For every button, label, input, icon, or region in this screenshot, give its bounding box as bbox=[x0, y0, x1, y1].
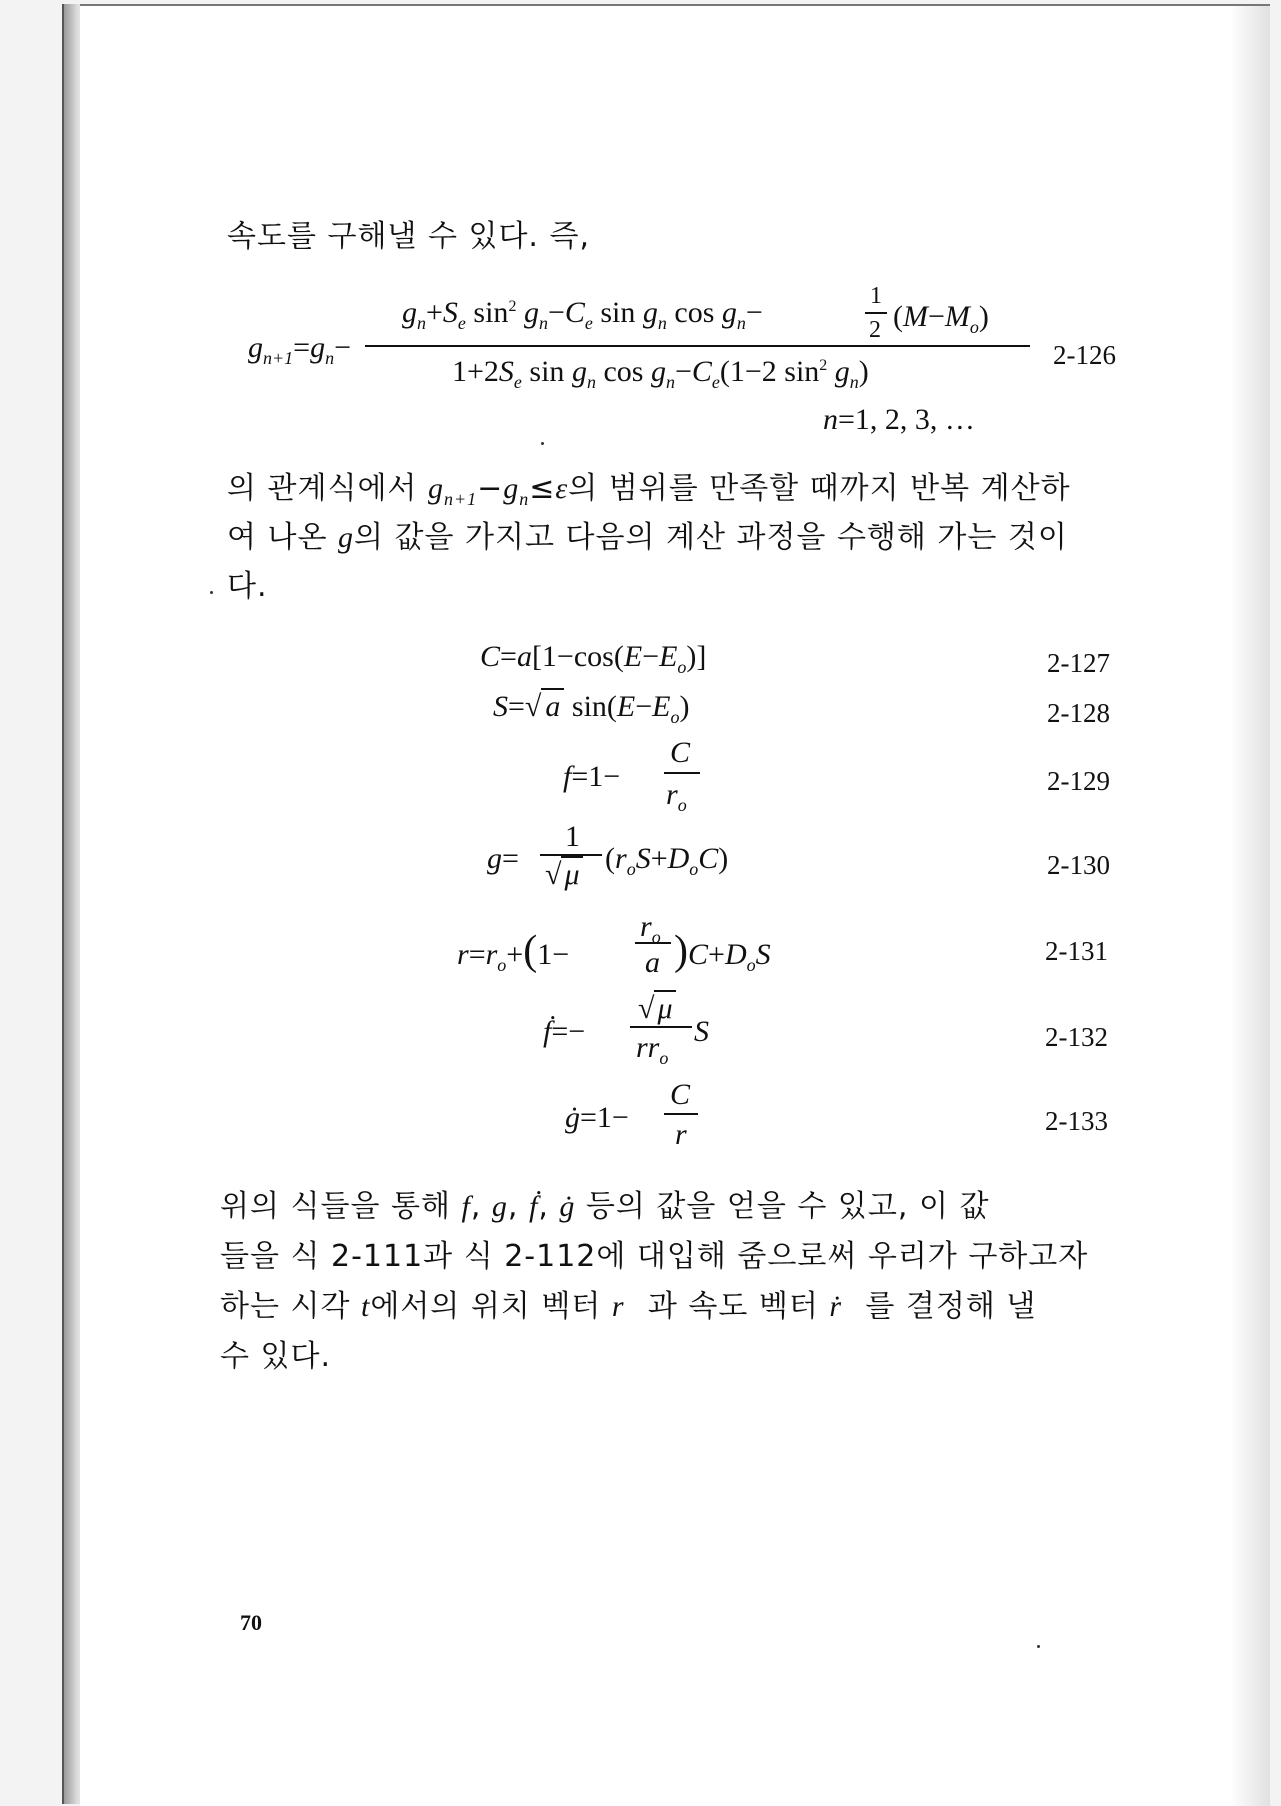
eq-2-130-number: 2-130 bbox=[1047, 850, 1110, 880]
scan-speck bbox=[541, 442, 544, 445]
paragraph1-line3: 다. bbox=[227, 569, 268, 604]
eq-2-129-lhs: f=1− bbox=[563, 760, 621, 793]
eq-2-126-half-den: 2 bbox=[869, 317, 881, 343]
eq-2-126-main-line bbox=[365, 345, 1030, 347]
eq-2-131-lhs: $r=r_o+(1-$ bbox=[457, 928, 570, 975]
eq-2-131-line bbox=[635, 942, 671, 944]
page-shading bbox=[1230, 6, 1270, 1806]
eq-2-132-num: √ μ bbox=[638, 994, 676, 1024]
eq-2-129-den: $r_o$ bbox=[666, 778, 687, 815]
intro-line: 속도를 구해낼 수 있다. 즉, bbox=[227, 219, 591, 254]
page-number: 70 bbox=[240, 1610, 262, 1635]
eq-2-126-half-num: 1 bbox=[870, 283, 882, 309]
eq-2-126-numerator: $g_n+S_e$ $\sin^2 g_n-C_e$ $\sin g_n$ $\cos g_n-$ bbox=[402, 296, 763, 333]
book-page bbox=[80, 4, 1270, 1806]
eq-2-126-lhs: $g_{n+1}=g_n-$ bbox=[248, 331, 351, 368]
paragraph2-line4: 수 있다. bbox=[220, 1339, 332, 1374]
eq-2-127-number: 2-127 bbox=[1047, 648, 1110, 678]
eq-2-132-number: 2-132 bbox=[1045, 1022, 1108, 1052]
eq-2-131-rhs: )$C+D_oS$ bbox=[674, 928, 771, 975]
eq-2-130-den: √ μ bbox=[545, 860, 583, 890]
paragraph2-line1: 위의 식들을 통해 f, g, ḟ, ġ 등의 값을 얻을 수 있고, 이 값 bbox=[220, 1189, 990, 1224]
paragraph2-line3: 하는 시각 t에서의 위치 벡터 r⃗과 속도 벡터 ṙ⃗를 결정해 낼 bbox=[220, 1289, 1037, 1324]
eq-2-126-condition: n=1, 2, 3, … bbox=[823, 403, 975, 436]
eq-2-126-number: 2-126 bbox=[1053, 340, 1116, 370]
eq-2-132-rhs: S bbox=[694, 1015, 709, 1048]
eq-2-132-lhs: ḟ=− bbox=[543, 1015, 586, 1048]
eq-2-133-line bbox=[664, 1113, 698, 1115]
eq-2-129-number: 2-129 bbox=[1047, 766, 1110, 796]
eq-2-130-rhs: $(r_oS+D_oC)$ bbox=[605, 842, 729, 879]
eq-2-133-num: C bbox=[670, 1078, 691, 1111]
eq-2-133-den: r bbox=[675, 1118, 687, 1151]
eq-2-131-number: 2-131 bbox=[1045, 936, 1108, 966]
eq-2-132-line bbox=[630, 1026, 692, 1028]
paragraph1-line2: 여 나온 g의 값을 가지고 다음의 계산 과정을 수행해 가는 것이 bbox=[227, 520, 1068, 555]
eq-2-133-lhs: ġ=1− bbox=[565, 1101, 629, 1134]
eq-2-130-num: 1 bbox=[565, 820, 580, 853]
equation-2-128: S=√ a $\sin(E-E_o)$ bbox=[493, 690, 690, 727]
scan-speck bbox=[1037, 1645, 1040, 1648]
eq-2-129-num: C bbox=[670, 736, 691, 769]
eq-2-132-den: $rr_o$ bbox=[636, 1031, 669, 1068]
eq-2-129-line bbox=[664, 772, 700, 774]
eq-2-126-m-term: $(M-M_o)$ bbox=[893, 300, 989, 337]
eq-2-126-denominator: $1+2S_e$ $\sin g_n$ $\cos g_n-C_e(1-2$ $\sin^2 g_n$) bbox=[452, 355, 869, 392]
paragraph2-line2: 들을 식 2-111과 식 2-112에 대입해 줌으로써 우리가 구하고자 bbox=[220, 1239, 1089, 1274]
eq-2-126-half-line bbox=[865, 312, 887, 314]
equation-2-127: $C=a[1-\cos(E-E_o)]$ bbox=[480, 640, 707, 677]
eq-2-133-number: 2-133 bbox=[1045, 1106, 1108, 1136]
eq-2-128-number: 2-128 bbox=[1047, 698, 1110, 728]
eq-2-131-den: a bbox=[645, 946, 660, 979]
paragraph1-line1: 의 관계식에서 $g_{n+1}-g_n\le\varepsilon$의 범위를 만족할 때까지 반복 계산하 bbox=[227, 471, 1071, 509]
scan-speck bbox=[210, 591, 213, 594]
eq-2-131-num: $r_o$ bbox=[640, 910, 661, 947]
eq-2-130-lhs: g= bbox=[487, 842, 519, 875]
